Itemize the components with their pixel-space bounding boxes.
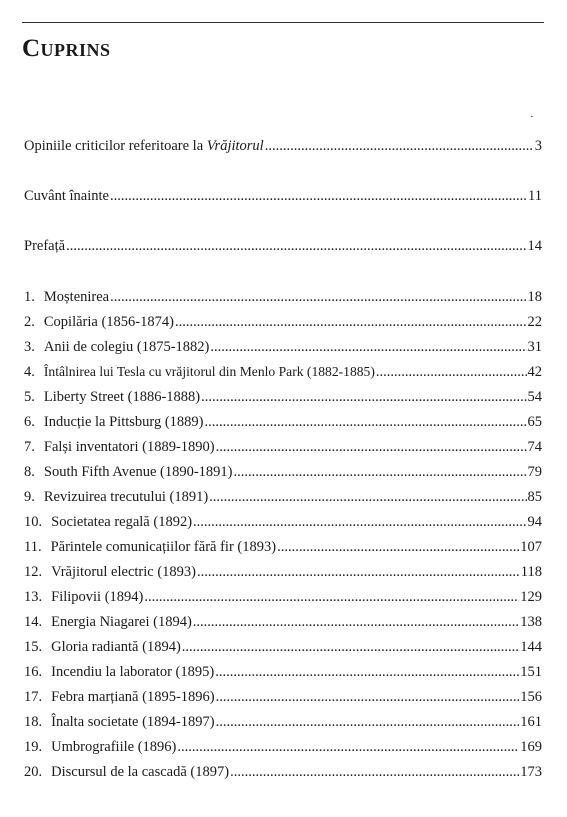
- toc-page-number: 151: [520, 664, 542, 680]
- chapter-title: Filipovii (1894): [51, 589, 144, 605]
- toc-chapter-1[interactable]: [24, 286, 542, 308]
- toc-chapter-12[interactable]: [24, 561, 542, 583]
- corner-mark: ·: [530, 111, 534, 123]
- chapter-number: 14.: [24, 614, 43, 630]
- dot-leader: [216, 436, 527, 458]
- toc-entry-front-1[interactable]: [24, 135, 542, 157]
- chapter-title: Părintele comunicațiilor fără fir (1893): [50, 539, 277, 555]
- dot-leader: [197, 561, 520, 583]
- dot-leader: [234, 461, 527, 483]
- chapter-number: 1.: [24, 289, 35, 305]
- chapter-title: Liberty Street (1886-1888): [43, 389, 201, 405]
- dot-leader: [209, 486, 526, 508]
- dot-leader: [193, 611, 519, 633]
- dot-leader: [230, 761, 519, 783]
- toc-chapter-20[interactable]: [24, 761, 542, 783]
- toc-page-number: 65: [527, 414, 542, 430]
- toc-entry-front-2[interactable]: [24, 185, 542, 207]
- toc-chapter-16[interactable]: [24, 661, 542, 683]
- toc-chapter-7[interactable]: [24, 436, 542, 458]
- toc-chapter-13[interactable]: [24, 586, 542, 608]
- toc-chapter-8[interactable]: [24, 461, 542, 483]
- chapter-title: Întâlnirea lui Tesla cu vrăjitorul din Menlo Park (1882-1885): [43, 364, 375, 379]
- toc-chapter-6[interactable]: [24, 411, 542, 433]
- toc-entry-front-3[interactable]: [24, 235, 542, 257]
- chapter-number: 6.: [24, 414, 35, 430]
- dot-leader: [182, 636, 519, 658]
- chapter-title: Moștenirea: [43, 289, 110, 305]
- chapter-number: 11.: [24, 539, 42, 555]
- chapter-number: 13.: [24, 589, 43, 605]
- dot-leader: [144, 586, 519, 608]
- dot-leader: [201, 386, 526, 408]
- page-title: Cuprins: [22, 35, 111, 62]
- chapter-title: Înalta societate (1894-1897): [51, 714, 215, 730]
- dot-leader: [177, 736, 519, 758]
- toc-page-number: 144: [520, 639, 542, 655]
- chapter-number: 4.: [24, 364, 35, 380]
- chapter-title: Falși inventatori (1889-1890): [43, 439, 215, 455]
- toc-chapter-18[interactable]: [24, 711, 542, 733]
- dot-leader: [216, 711, 520, 733]
- dot-leader: [210, 336, 526, 358]
- toc-chapter-10[interactable]: [24, 511, 542, 533]
- dot-leader: [265, 135, 534, 157]
- toc-page-number: 85: [527, 489, 542, 505]
- toc-entry-label: Prefață: [24, 238, 66, 254]
- chapter-number: 20.: [24, 764, 43, 780]
- chapter-title: Febra marțiană (1895-1896): [51, 689, 215, 705]
- chapter-title: Gloria radiantă (1894): [51, 639, 181, 655]
- toc-page-number: 18: [527, 289, 542, 305]
- toc-page-number: 42: [527, 364, 542, 380]
- toc-page-number: 3: [534, 138, 542, 154]
- dot-leader: [215, 661, 519, 683]
- toc-page-number: 11: [528, 188, 542, 204]
- toc-chapter-17[interactable]: [24, 686, 542, 708]
- chapter-title: Copilăria (1856-1874): [43, 314, 174, 330]
- chapter-number: 9.: [24, 489, 35, 505]
- chapter-number: 16.: [24, 664, 43, 680]
- chapter-number: 12.: [24, 564, 43, 580]
- chapter-number: 5.: [24, 389, 35, 405]
- dot-leader: [216, 686, 520, 708]
- toc-page-number: 94: [527, 514, 542, 530]
- dot-leader: [193, 511, 526, 533]
- toc-chapter-19[interactable]: [24, 736, 542, 758]
- chapter-number: 17.: [24, 689, 43, 705]
- toc-chapter-9[interactable]: [24, 486, 542, 508]
- dot-leader: [376, 361, 527, 383]
- toc-chapter-4[interactable]: [24, 361, 542, 383]
- toc-page-number: 79: [527, 464, 542, 480]
- chapter-title: Umbrografiile (1896): [51, 739, 177, 755]
- toc-chapter-3[interactable]: [24, 336, 542, 358]
- toc-chapter-15[interactable]: [24, 636, 542, 658]
- toc-chapter-11[interactable]: [24, 536, 542, 558]
- chapter-number: 2.: [24, 314, 35, 330]
- toc-page-number: 14: [527, 238, 542, 254]
- toc-page-number: 138: [520, 614, 542, 630]
- dot-leader: [66, 235, 526, 257]
- toc-chapter-5[interactable]: [24, 386, 542, 408]
- dot-leader: [277, 536, 519, 558]
- dot-leader: [110, 286, 526, 308]
- chapter-number: 18.: [24, 714, 43, 730]
- toc-page-number: 22: [527, 314, 542, 330]
- top-rule: [22, 22, 544, 23]
- dot-leader: [175, 311, 527, 333]
- dot-leader: [110, 185, 527, 207]
- toc-page-number: 161: [520, 714, 542, 730]
- dot-leader: [205, 411, 527, 433]
- chapter-number: 15.: [24, 639, 43, 655]
- toc-entry-label: Opiniile criticilor referitoare la Vrăjitorul: [24, 138, 264, 154]
- chapter-number: 8.: [24, 464, 35, 480]
- toc-page-number: 173: [520, 764, 542, 780]
- chapter-title: Revizuirea trecutului (1891): [43, 489, 209, 505]
- chapter-title: Inducție la Pittsburg (1889): [43, 414, 204, 430]
- toc-page-number: 118: [520, 564, 542, 580]
- chapter-title: Discursul de la cascadă (1897): [51, 764, 230, 780]
- toc-entry-label: Cuvânt înainte: [24, 188, 109, 204]
- toc-page-number: 74: [527, 439, 542, 455]
- chapter-title: Incendiu la laborator (1895): [51, 664, 215, 680]
- toc-page-number: 156: [520, 689, 542, 705]
- chapter-number: 7.: [24, 439, 35, 455]
- toc-page-number: 129: [520, 589, 542, 605]
- chapter-title: South Fifth Avenue (1890-1891): [43, 464, 233, 480]
- toc-page-number: 54: [527, 389, 542, 405]
- chapter-number: 19.: [24, 739, 43, 755]
- toc-page-number: 169: [520, 739, 542, 755]
- chapter-title: Societatea regală (1892): [51, 514, 193, 530]
- toc-page-number: 107: [520, 539, 542, 555]
- toc-page-number: 31: [527, 339, 542, 355]
- chapter-title: Anii de colegiu (1875-1882): [43, 339, 210, 355]
- chapter-number: 10.: [24, 514, 43, 530]
- toc-chapter-2[interactable]: [24, 311, 542, 333]
- chapter-number: 3.: [24, 339, 35, 355]
- chapter-title: Energia Niagarei (1894): [51, 614, 192, 630]
- toc-chapter-14[interactable]: [24, 611, 542, 633]
- chapter-title: Vrăjitorul electric (1893): [51, 564, 196, 580]
